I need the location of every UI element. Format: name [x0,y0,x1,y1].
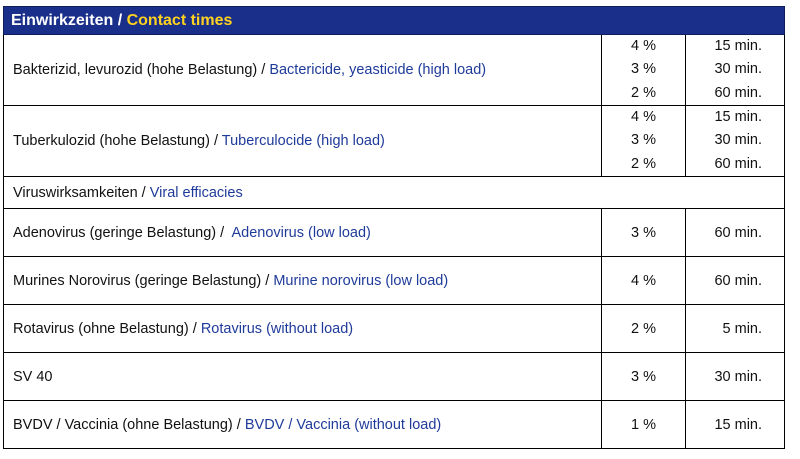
contact-times-table [3,6,785,449]
label-de: Bakterizid, levurozid (hohe Belastung) [13,62,258,78]
label-en: Viral efficacies [149,184,243,201]
label-de: Viruswirksamkeiten [13,184,138,201]
time-cell [686,106,785,177]
label-en: Rotavirus (without load) [200,320,354,337]
concentration-cell [602,35,686,106]
label-separator: / [261,272,274,289]
concentration-value: 4 % [631,38,656,55]
header-title-de: Einwirkzeiten [11,11,114,29]
table-row-bvdv-vaccinia [4,401,785,449]
table-header-row [4,7,785,35]
label-separator: / [137,184,150,201]
time-value: 60 min. [686,257,785,305]
time-value: 15 min. [714,109,763,126]
row-label [4,353,602,401]
concentration-value: 3 % [602,353,686,401]
label-separator: / [257,62,270,78]
label-en: Murine norovirus (low load) [273,272,449,289]
concentration-value: 4 % [602,257,686,305]
label-de: Adenovirus (geringe Belastung) [13,224,217,241]
table-row-sv40 [4,353,785,401]
table-row-bactericide [4,35,785,106]
time-value: 30 min. [714,132,763,149]
table-row-rotavirus [4,305,785,353]
label-de: Rotavirus (ohne Belastung) [13,320,189,337]
row-label [4,106,602,177]
contact-times-table-container [3,6,784,449]
label-separator: / [232,416,245,433]
concentration-value: 3 % [631,132,656,149]
concentration-value: 1 % [602,401,686,449]
time-value: 60 min. [686,209,785,257]
header-title-en: Contact times [126,11,233,29]
time-value: 15 min. [714,38,763,55]
label-en: Tuberculocide (high load) [221,133,385,149]
section-label [4,177,785,209]
table-row-adenovirus [4,209,785,257]
label-separator: / [209,133,222,149]
row-label [4,209,602,257]
label-en: Bactericide, yeasticide (high load) [269,62,487,78]
time-value: 60 min. [714,155,763,172]
row-label [4,257,602,305]
label-en: BVDV / Vaccinia (without load) [244,416,442,433]
concentration-value: 2 % [631,155,656,172]
concentration-value: 4 % [631,109,656,126]
time-value: 30 min. [714,61,763,78]
time-value: 60 min. [714,84,763,101]
label-de: SV 40 [13,368,53,385]
table-row-viral-efficacies [4,177,785,209]
time-value: 30 min. [686,353,785,401]
concentration-value: 2 % [631,84,656,101]
header-separator: / [113,11,127,29]
table-row-tuberculocide [4,106,785,177]
time-cell [686,35,785,106]
row-label [4,305,602,353]
label-separator: / [216,224,232,241]
time-value: 5 min. [686,305,785,353]
row-label [4,401,602,449]
concentration-value: 2 % [602,305,686,353]
concentration-value: 3 % [602,209,686,257]
label-en: Adenovirus (low load) [231,224,371,241]
concentration-cell [602,106,686,177]
row-label [4,35,602,106]
concentration-value: 3 % [631,61,656,78]
label-de: Murines Norovirus (geringe Belastung) [13,272,262,289]
table-row-norovirus [4,257,785,305]
label-de: Tuberkulozid (hohe Belastung) [13,133,210,149]
label-separator: / [188,320,201,337]
table-header-cell [4,7,785,35]
time-value: 15 min. [686,401,785,449]
label-de: BVDV / Vaccinia (ohne Belastung) [13,416,233,433]
